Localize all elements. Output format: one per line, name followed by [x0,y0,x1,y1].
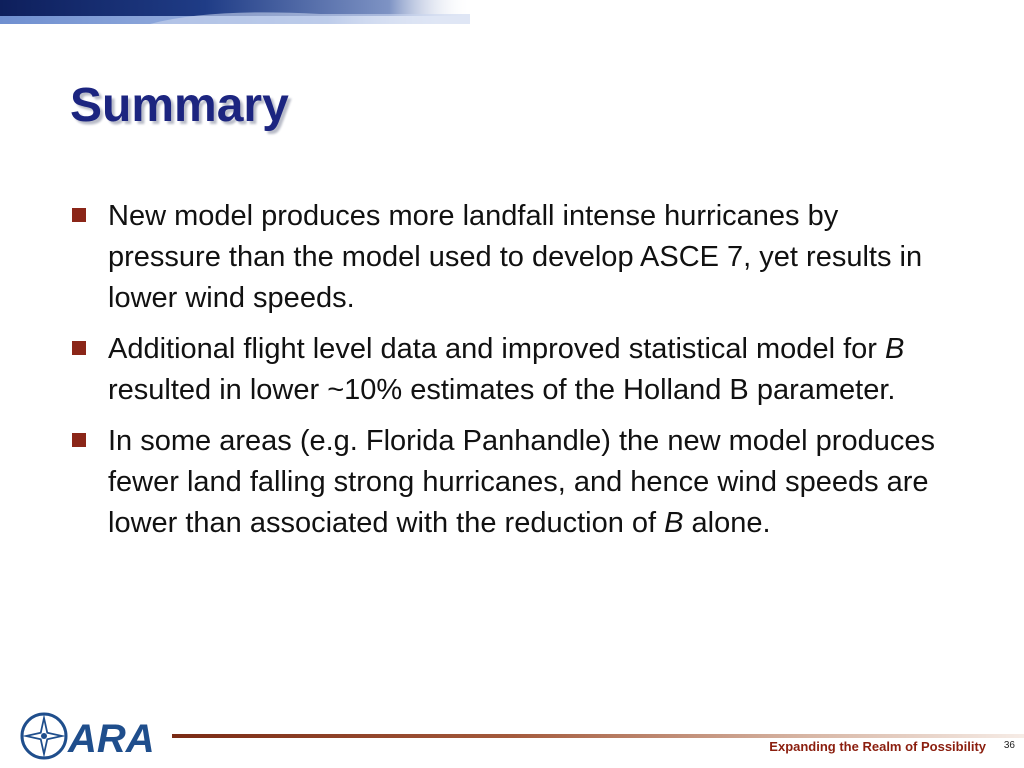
square-bullet-icon [72,341,86,355]
slide-title: Summary [70,79,289,132]
square-bullet-icon [72,208,86,222]
header-decoration [0,0,1024,40]
compass-star-icon [22,714,66,758]
bullet-text: alone. [683,507,771,539]
logo-text: ARA [68,717,155,761]
page-number: 36 [1003,740,1015,751]
bullet-item [72,196,952,319]
bullet-text: resulted in lower ~10% estimates of the Holland B parameter. [108,374,896,406]
square-bullet-icon [72,433,86,447]
bullet-item [72,329,952,411]
bullet-text-italic: B [884,333,905,365]
bullet-item [72,421,952,544]
bullet-text-italic: B [664,507,684,539]
bullet-text: New model produces more landfall intense hurricanes by pressure than the model used to develop ASCE 7, yet results in lower wind speeds. [108,200,923,314]
bullet-text: Additional flight level data and improved statistical model for [108,333,885,365]
footer-tagline: Expanding the Realm of Possibility [769,739,986,754]
bullet-list [72,196,952,554]
bullet-text: In some areas (e.g. Florida Panhandle) the new model produces fewer land falling strong hurricanes, and hence wind speeds are lower than associated with the reduction of [108,425,935,539]
footer-divider [172,734,1024,738]
ara-logo [18,708,168,764]
